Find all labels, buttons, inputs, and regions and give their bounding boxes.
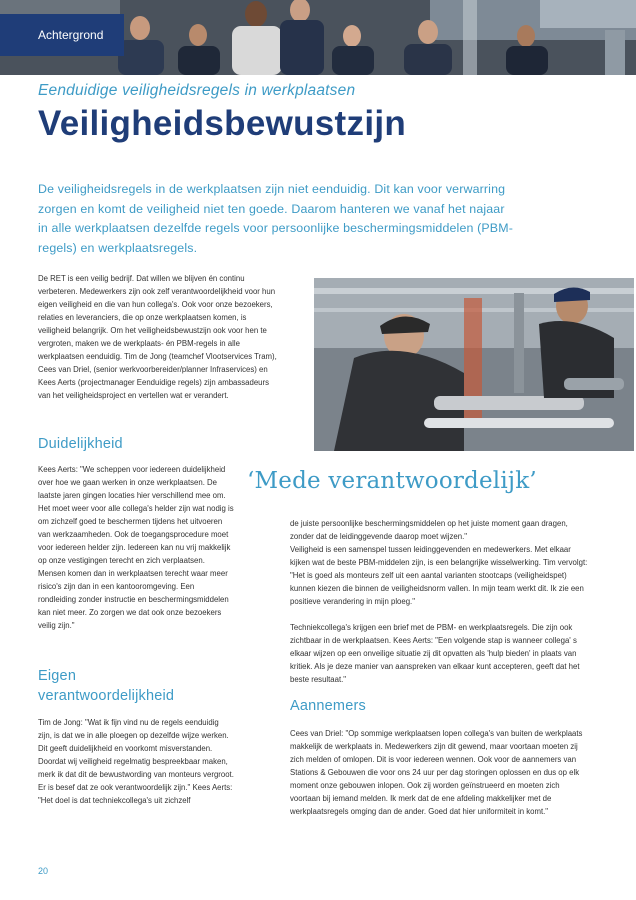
right-column-paragraph-3: Techniekcollega's krijgen een brief met de PBM- en werkplaatsregels. Die zijn ook zichtbaar in de werkplaatsen. Kees Aerts: "Een volgende stap is wanneer collega' s elkaar wijzen op een onveilige situatie zij dit opvatten als 'hulp bieden' in plaats van kritiek. Als je deze manier van aanspreken van elkaar kunt accepteren, geeft dat het beste resultaat." [290, 623, 580, 684]
section-heading-eigen-verantwoordelijkheid [38, 666, 174, 706]
section-duidelijkheid-text: Kees Aerts: "We scheppen voor iedereen duidelijkheid over hoe we gaan werken in onze werkplaatsen. De laatste jaren gingen locaties hier verschillend mee om. Het moet weer voor alle collega's helder zijn wat nodig is om zichzelf goed te beschermen tijdens het uitvoeren van werkzaamheden. Ook de toegangsprocedure moet voor iedereen helder zijn. Iedereen kan nu vrij makkelijk op onze vestigingen terecht en zich verplaatsen. Mensen komen dan in werkplaatsen terecht waar meer risico's zijn dan in een kantooromgeving. Een rondleiding zonder instructie en beschermingsmiddelen kan niet meer. Zo zorgen we dat ook onze bezoekers veilig zijn." [38, 465, 234, 630]
right-column-paragraph-2: Veiligheid is een samenspel tussen leidinggevenden en medewerkers. Met elkaar kijken wat de beste PBM-middelen zijn, is een belangrijke wisselwerking. Tim vervolgt: "Het is goed als monteurs zelf uit een aantal varianten stootcaps (veiligheidspet) kunnen kiezen die binnen de veiligheidsnorm vallen. In mijn team werkt dit. Ik zie een positieve verandering in mijn ploeg." [290, 545, 588, 606]
section-heading-aannemers: Aannemers [290, 698, 366, 714]
workshop-photo [314, 278, 634, 451]
right-column-paragraph-1: de juiste persoonlijke beschermingsmiddelen op het juiste moment gaan dragen, zonder dat de leidinggevende daarop moet wijzen." [290, 519, 568, 541]
page-title: Veiligheidsbewustzijn [38, 104, 407, 143]
heading-line-1: Eigen [38, 668, 77, 684]
section-heading-duidelijkheid: Duidelijkheid [38, 436, 123, 452]
section-eigen-verantwoordelijkheid-text: Tim de Jong: "Wat ik fijn vind nu de regels eenduidig zijn, is dat we in alle ploegen op dezelfde wijze werken. Dit geeft duidelijkheid en voorkomt misverstanden. Doordat wij veiligheid regelmatig bespreekbaar maken, merk ik dat dit de bewustwording van monteurs vergroot. Er is besef dat ze ook verantwoordelijk zijn." Kees Aerts: "Het doel is dat techniekcollega's uit zichzelf [38, 718, 234, 805]
article-kicker: Eenduidige veiligheidsregels in werkplaatsen [38, 82, 356, 99]
heading-line-2: verantwoordelijkheid [38, 688, 175, 704]
section-aannemers-text: Cees van Driel: "Op sommige werkplaatsen lopen collega's van buiten de werkplaats makkelijk de werkplaats in. Medewerkers zijn dit gewend, maar voortaan moeten zij zich melden of omlopen. Dit is voor iedereen wennen. Ook voor de aannemers van Stations & Gebouwen die voor ons 24 uur per dag storingen oplossen en dus op elk moment onze gebouwen inlopen. Ook zij worden geïnstrueerd en moeten zich voortaan bij iemand melden. Ik merk dat de ene afdeling makkelijker met de werkplaatsregels omging dan de ander. Goed dat hier uniformiteit in komt." [290, 729, 583, 816]
intro-paragraph: De veiligheidsregels in de werkplaatsen zijn niet eenduidig. Dit kan voor verwarring zorgen en komt de veiligheid niet ten goede. Daarom hanteren we vanaf het najaar in alle werkplaatsen dezelfde regels voor persoonlijke beschermingsmiddelen (PBM-regels) en werkplaatsregels. [38, 182, 513, 255]
lead-paragraph: De RET is een veilig bedrijf. Dat willen we blijven én continu verbeteren. Medewerkers zijn ook zelf verantwoordelijkheid voor hun eigen veiligheid en die van hun collega's. Ook voor onze bezoekers, relaties en leveranciers, die op onze werkplaatsen komen, is veiligheid belangrijk. Om het veiligheidsbewustzijn ook voor hen te vergroten, maken we de werkplaats- én PBM-regels in alle werkplaatsen eenduidig. Tim de Jong (teamchef Vlootservices Tram), Cees van Driel, (senior werkvoorbereider/planner Infraservices) en Kees Aerts (projectmanager Eenduidige regels) zijn ambassadeurs van het veiligheidsproject en vertellen wat er verandert. [38, 274, 277, 400]
pull-quote: ‘Mede verantwoordelijk’ [247, 468, 537, 494]
section-tag: Achtergrond [0, 14, 124, 56]
mechanics-working-image [314, 278, 634, 451]
page-number: 20 [38, 866, 49, 876]
header-photo-banner [0, 0, 636, 75]
